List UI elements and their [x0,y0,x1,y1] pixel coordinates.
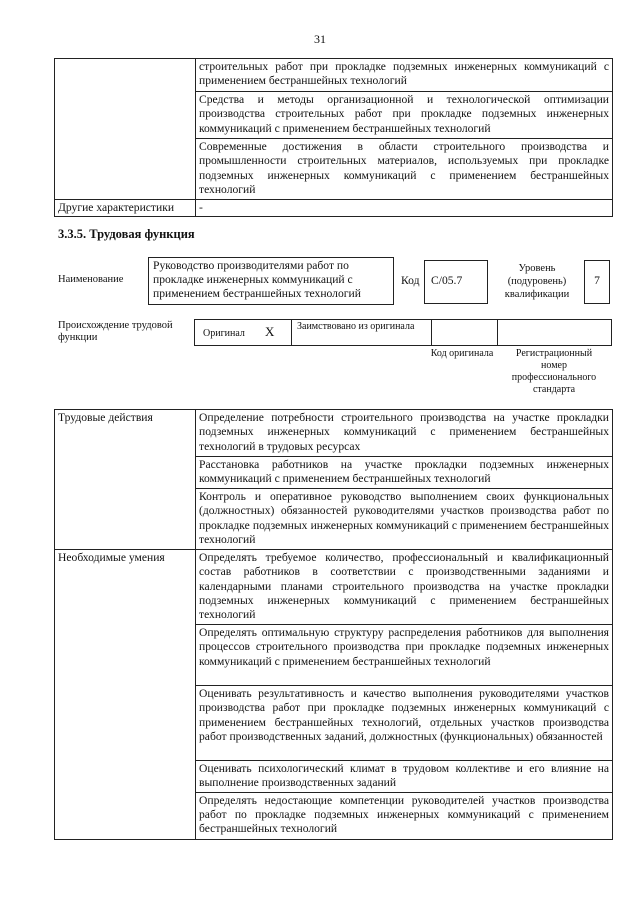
table-row [55,549,613,624]
page-number: 31 [314,32,326,46]
table-cell: Современные достижения в области строительного производства и промышленности строительных материалов, используемых при прокладке подземных инженерных коммуникаций с применением бестраншейных технологий [196,139,613,200]
name-label: Наименование [58,274,124,285]
table-cell: строительных работ при прокладке подземных инженерных коммуникаций с применением бестраншейных технологий [196,59,613,92]
origin-label: Происхождение трудовой функции [58,320,173,343]
function-code-box [424,260,488,304]
divider [431,320,432,345]
top-characteristics-table [54,58,613,217]
function-code-value: С/05.7 [431,274,463,287]
reg-caption: Регистрационный номер профессионального стандарта [511,348,597,395]
table-cell: Средства и методы организационной и технологической оптимизации производства строительных работ при прокладке подземных инженерных коммуникаций с применением бестраншейных технологий [196,92,613,139]
table-cell: Оценивать психологический климат в трудовом коллективе и его влияние на выполнение производственных заданий [196,760,613,792]
code-caption: Код оригинала [430,348,494,359]
original-label: Оригинал [203,328,245,339]
function-name-value: Руководство производителями работ по прокладке инженерных коммуникаций с применением бестраншейных технологий [153,259,361,300]
table-row [55,200,613,217]
section-label: Необходимые умения [55,549,196,839]
code-label: Код [401,274,420,287]
row-label: Другие характеристики [55,200,196,217]
section-heading: 3.3.5. Трудовая функция [58,227,195,241]
labor-function-table [54,409,613,840]
function-name-box [148,257,394,305]
table-cell: Определять оптимальную структуру распределения работников для выполнения процессов строительного производства при прокладке подземных инженерных коммуникаций с применением бестраншейных технологий [196,624,613,685]
section-label: Трудовые действия [55,410,196,550]
table-cell: - [196,200,613,217]
level-box [584,260,610,304]
borrowed-label: Заимствовано из оригинала [297,321,415,332]
table-cell: Определять требуемое количество, профессиональный и квалификационный состав работников в соответствии с производственными заданиями и календарными планами строительного производства на участке прокладки подземных инженерных коммуникаций с применением бестраншейных технологий [196,549,613,624]
table-cell: Определение потребности строительного производства на участке прокладки подземных инженерных коммуникаций с применением бестраншейных технологий в трудовых ресурсах [196,410,613,457]
table-cell: Контроль и оперативное руководство выполнением своих функциональных (должностных) обязанностей руководителями участков производства работ по прокладке подземных инженерных коммуникаций с применением бестраншейных технологий [196,488,613,549]
table-row [55,410,613,457]
origin-table [194,319,612,346]
table-cell: Определять недостающие компетенции руководителей участков производства работ по прокладке подземных инженерных коммуникаций с применением бестраншейных технологий [196,792,613,839]
level-label: Уровень (подуровень) квалификации [504,263,570,300]
divider [497,320,498,345]
row-label [55,59,196,200]
divider [291,320,292,345]
table-cell: Расстановка работников на участке прокладки подземных инженерных коммуникаций с применением бестраншейных технологий [196,457,613,489]
table-cell: Оценивать результативность и качество выполнения руководителями участков производства работ при прокладке подземных инженерных коммуникаций с применением бестраншейных технологий, отдельных участков производства работ производственных заданий, должностных (функциональных) обязанностей [196,685,613,760]
original-mark: Х [265,324,275,339]
table-row [55,59,613,92]
level-value: 7 [594,274,600,287]
